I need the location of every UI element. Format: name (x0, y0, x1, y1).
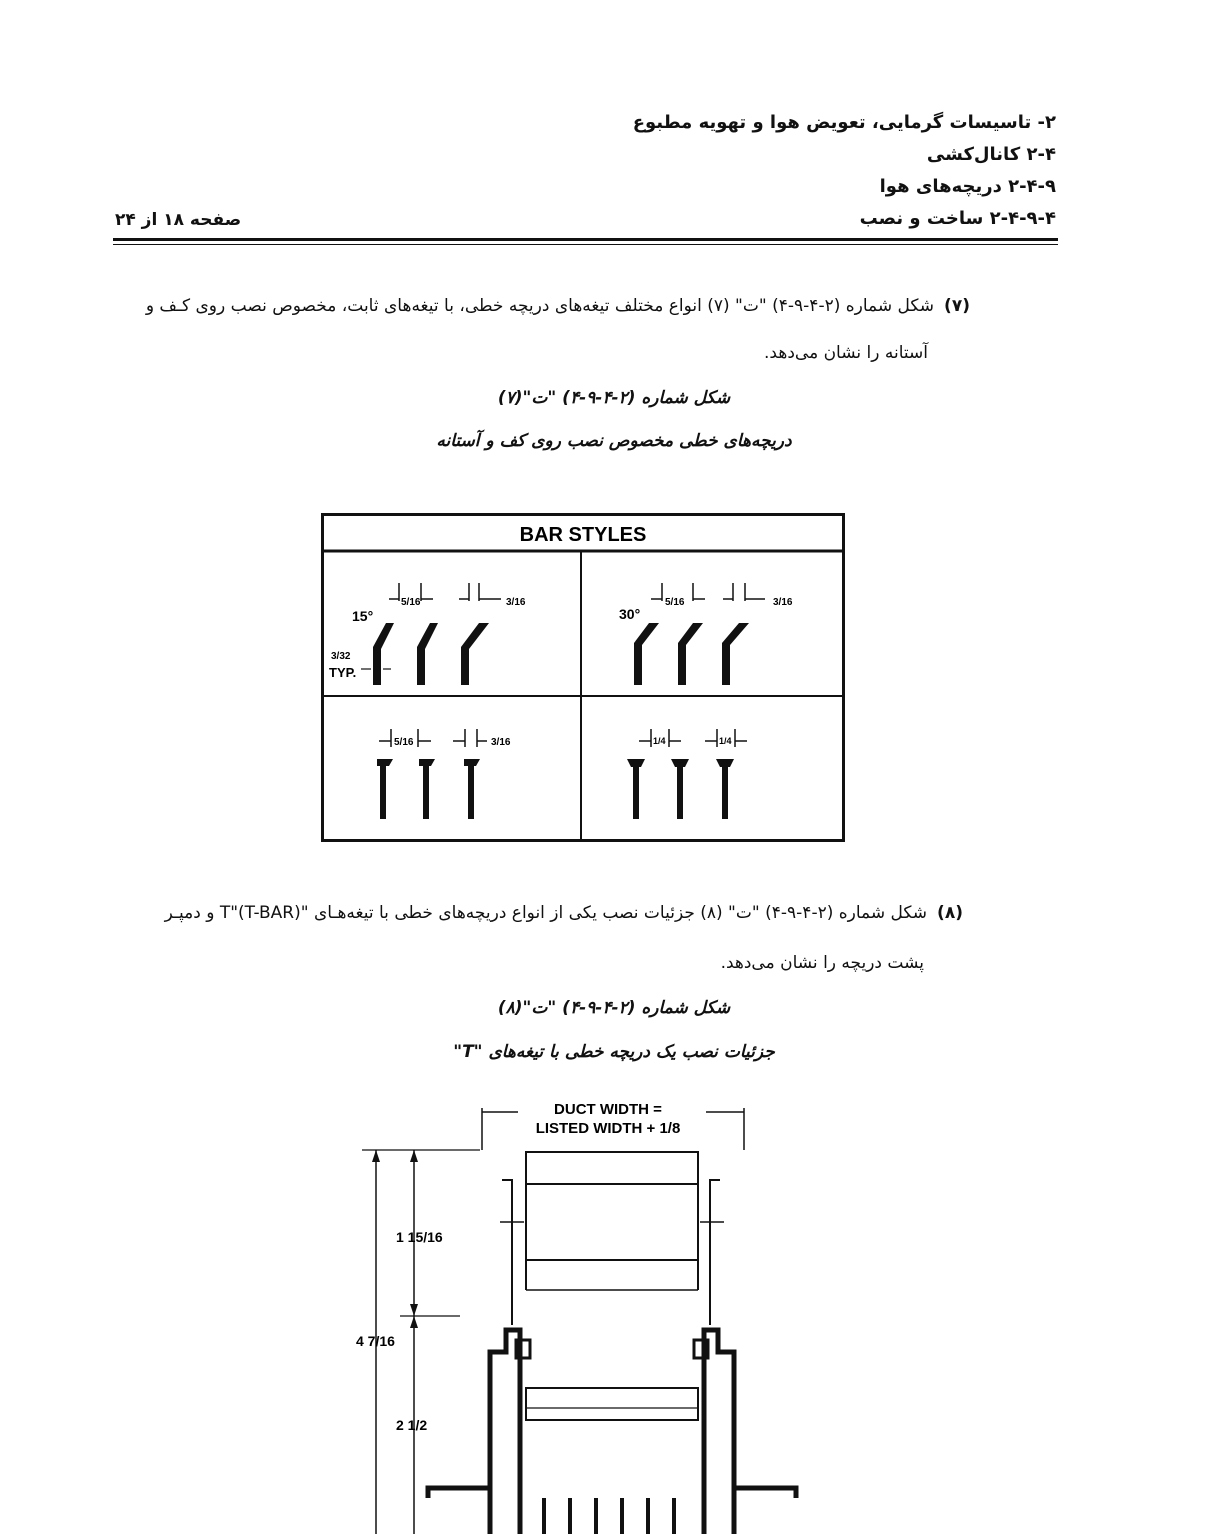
chapter-title: ۲- تاسیسات گرمایی، تعویض هوا و تهویه مطبوع (632, 112, 1056, 133)
paragraph-7-line2: آستانه را نشان می‌دهد. (764, 343, 928, 363)
page-number: صفحه ۱۸ از ۲۴ (115, 210, 242, 230)
bars-15-degree (329, 583, 526, 685)
angle-label-30: 30° (619, 606, 641, 622)
header-rule-thin (113, 244, 1058, 245)
bar-styles-figure (321, 513, 846, 843)
dim-4-7-16: 4 7/16 (356, 1333, 395, 1349)
dim-1-4-a: 1/4 (653, 736, 666, 746)
t-bars-installed (542, 1498, 676, 1534)
section-title: ۲-۴ کانال‌کشی (926, 144, 1056, 165)
typ-dim-a: 3/32 (331, 651, 351, 662)
t-bar-installation-figure (340, 1090, 820, 1534)
dim-3-16-c: 3/16 (491, 737, 511, 748)
paragraph-7-number: (۷) (944, 296, 970, 316)
paragraph-7-text: شکل شماره (۲-۴-۹-۴) "ت" (۷) انواع مختلف تیغه‌های دریچه خطی، با تیغه‌های ثابت، مخصوص نصب روی کـف و (145, 296, 935, 316)
angle-label-15: 15° (352, 608, 374, 624)
figure-7-caption: شکل شماره (۲-۴-۹-۴) "ت"(۷) (497, 388, 731, 408)
paragraph-8-text: شکل شماره (۲-۴-۹-۴) "ت" (۸) جزئیات نصب یکی از انواع دریچه‌های خطی با تیغه‌هـای "T"(T-BAR) و دمپـر (164, 903, 928, 923)
dim-3-16-a: 3/16 (506, 597, 526, 608)
bar-styles-title: BAR STYLES (519, 524, 647, 546)
header-rule (113, 238, 1058, 241)
figure-8-subcaption: جزئیات نصب یک دریچه خطی با تیغه‌های "T" (453, 1042, 775, 1062)
dim-1-15-16: 1 15/16 (396, 1229, 443, 1245)
dim-3-16-b: 3/16 (773, 597, 793, 608)
subsection-title: ۲-۴-۹ دریچه‌های هوا (879, 176, 1056, 197)
paragraph-8-number: (۸) (937, 903, 963, 923)
dim-1-4-b: 1/4 (719, 736, 732, 746)
subsubsection-title: ۲-۴-۹-۴ ساخت و نصب (859, 208, 1056, 229)
typ-label: TYP. (329, 665, 357, 680)
dim-5-16-c: 5/16 (394, 737, 414, 748)
listed-width-label: LISTED WIDTH + 1/8 (535, 1120, 681, 1137)
paragraph-8-line1 (165, 903, 963, 923)
t-bars-left (377, 729, 511, 819)
paragraph-8-line2: پشت دریچه را نشان می‌دهد. (720, 953, 924, 973)
dim-5-16-a: 5/16 (401, 597, 421, 608)
bars-30-degree (619, 583, 793, 685)
paragraph-7-line1 (146, 296, 970, 316)
figure-8-caption: شکل شماره (۲-۴-۹-۴) "ت"(۸) (497, 998, 731, 1018)
t-bars-right (627, 729, 747, 819)
figure-7-subcaption: دریچه‌های خطی مخصوص نصب روی کف و آستانه (436, 431, 792, 451)
duct-width-label: DUCT WIDTH = (554, 1101, 662, 1118)
dim-5-16-b: 5/16 (665, 597, 685, 608)
dim-2-1-2: 2 1/2 (396, 1417, 428, 1433)
